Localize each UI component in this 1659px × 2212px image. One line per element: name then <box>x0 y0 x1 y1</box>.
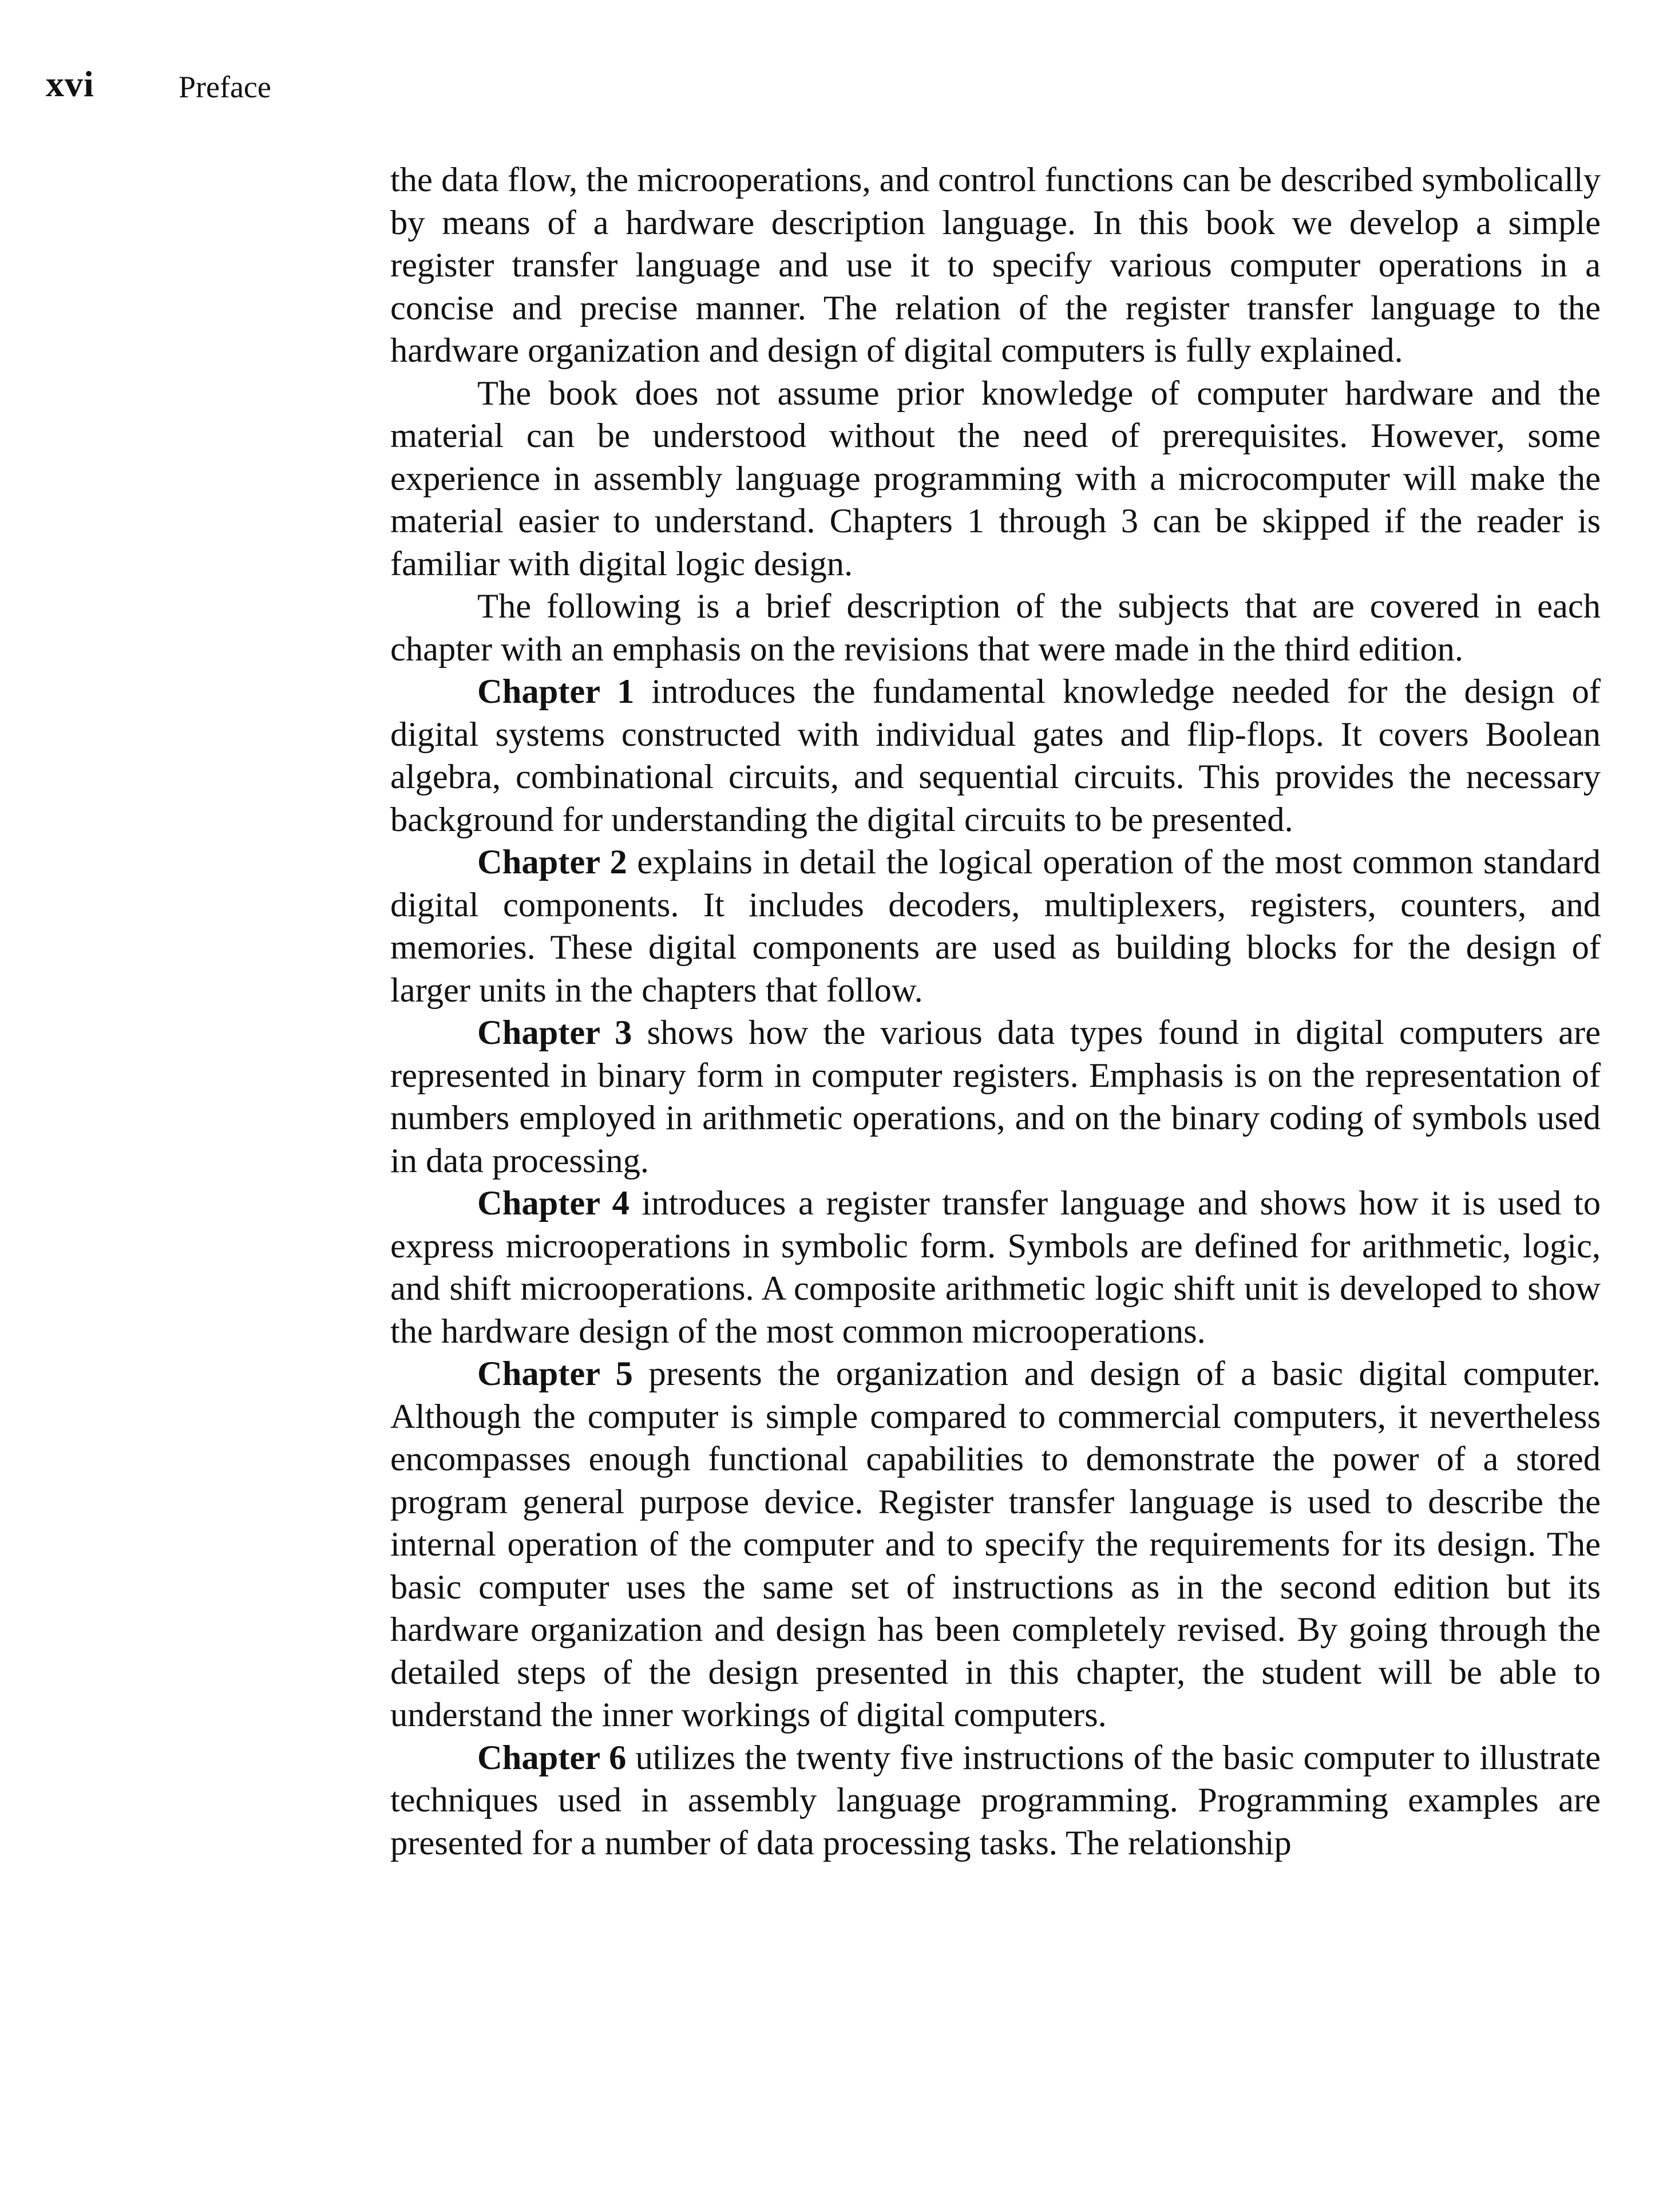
chapter-label: Chapter 4 <box>477 1184 629 1222</box>
paragraph-text: presents the organization and design of a basic digital computer. Although the computer is simple compared to commercial computers, it nevertheless encompasses enough functional capabilities to demonstrate the power of a stored program general purpose device. Register transfer language is used to describe the internal operation of the computer and to specify the requirements for its design. The basic computer uses the same set of instructions as in the second edition but its hardware organization and design has been completely revised. By going through the detailed steps of the design presented in this chapter, the student will be able to understand the inner workings of digital computers. <box>390 1355 1601 1734</box>
paragraph-text: explains in detail the logical operation of the most common standard digital components. It includes decoders, multiplexers, registers, counters, and memories. These digital components are used as building blocks for the design of larger units in the chapters that follow. <box>390 843 1601 1010</box>
paragraph-chapter-3 <box>390 1012 1601 1182</box>
paragraph-text: introduces a register transfer language and shows how it is used to express microoperations in symbolic form. Symbols are defined for arithmetic, logic, and shift microoperations. A composite arithmetic logic shift unit is developed to show the hardware design of the most common microoperations. <box>390 1184 1601 1351</box>
paragraph-text: utilizes the twenty five instructions of the basic computer to illustrate techniques used in assembly language programming. Programming examples are presented for a number of data processing tasks. The relationship <box>390 1738 1601 1862</box>
page-number: xvi <box>46 64 94 104</box>
paragraph-overview <box>390 585 1601 671</box>
paragraph-text: shows how the various data types found in digital computers are represented in binary form in computer registers. Emphasis is on the representation of numbers employed in arithmetic operations, and on the binary coding of symbols used in data processing. <box>390 1014 1601 1180</box>
paragraph-continued-flow <box>390 159 1601 373</box>
paragraph-chapter-2 <box>390 841 1601 1012</box>
paragraph-prerequisites <box>390 373 1601 586</box>
paragraph-chapter-4 <box>390 1182 1601 1353</box>
paragraph-text: The following is a brief description of the subjects that are covered in each chapter with an emphasis on the revisions that were made in the third edition. <box>390 587 1601 668</box>
paragraph-text: The book does not assume prior knowledge of computer hardware and the material can be understood without the need of prerequisites. However, some experience in assembly language programming with a microcomputer will make the material easier to understand. Chapters 1 through 3 can be skipped if the reader is familiar with digital logic design. <box>390 374 1601 583</box>
running-head: Preface <box>179 70 271 104</box>
paragraph-text: the data flow, the microoperations, and control functions can be described symbolically by means of a hardware description language. In this book we develop a simple register transfer language and use it to specify various computer operations in a concise and precise manner. The relation of the register transfer language to the hardware organization and design of digital computers is fully explained. <box>390 161 1601 370</box>
paragraph-chapter-6 <box>390 1737 1601 1865</box>
chapter-label: Chapter 6 <box>477 1738 627 1777</box>
chapter-label: Chapter 3 <box>477 1014 632 1052</box>
paragraph-text: introduces the fundamental knowledge needed for the design of digital systems constructed with individual gates and flip-flops. It covers Boolean algebra, combinational circuits, and sequential circuits. This provides the necessary background for understanding the digital circuits to be presented. <box>390 672 1601 839</box>
paragraph-chapter-5 <box>390 1353 1601 1737</box>
chapter-label: Chapter 2 <box>477 843 627 881</box>
paragraph-chapter-1 <box>390 671 1601 841</box>
body-text <box>390 159 1601 1865</box>
chapter-label: Chapter 1 <box>477 672 635 711</box>
chapter-label: Chapter 5 <box>477 1355 633 1393</box>
